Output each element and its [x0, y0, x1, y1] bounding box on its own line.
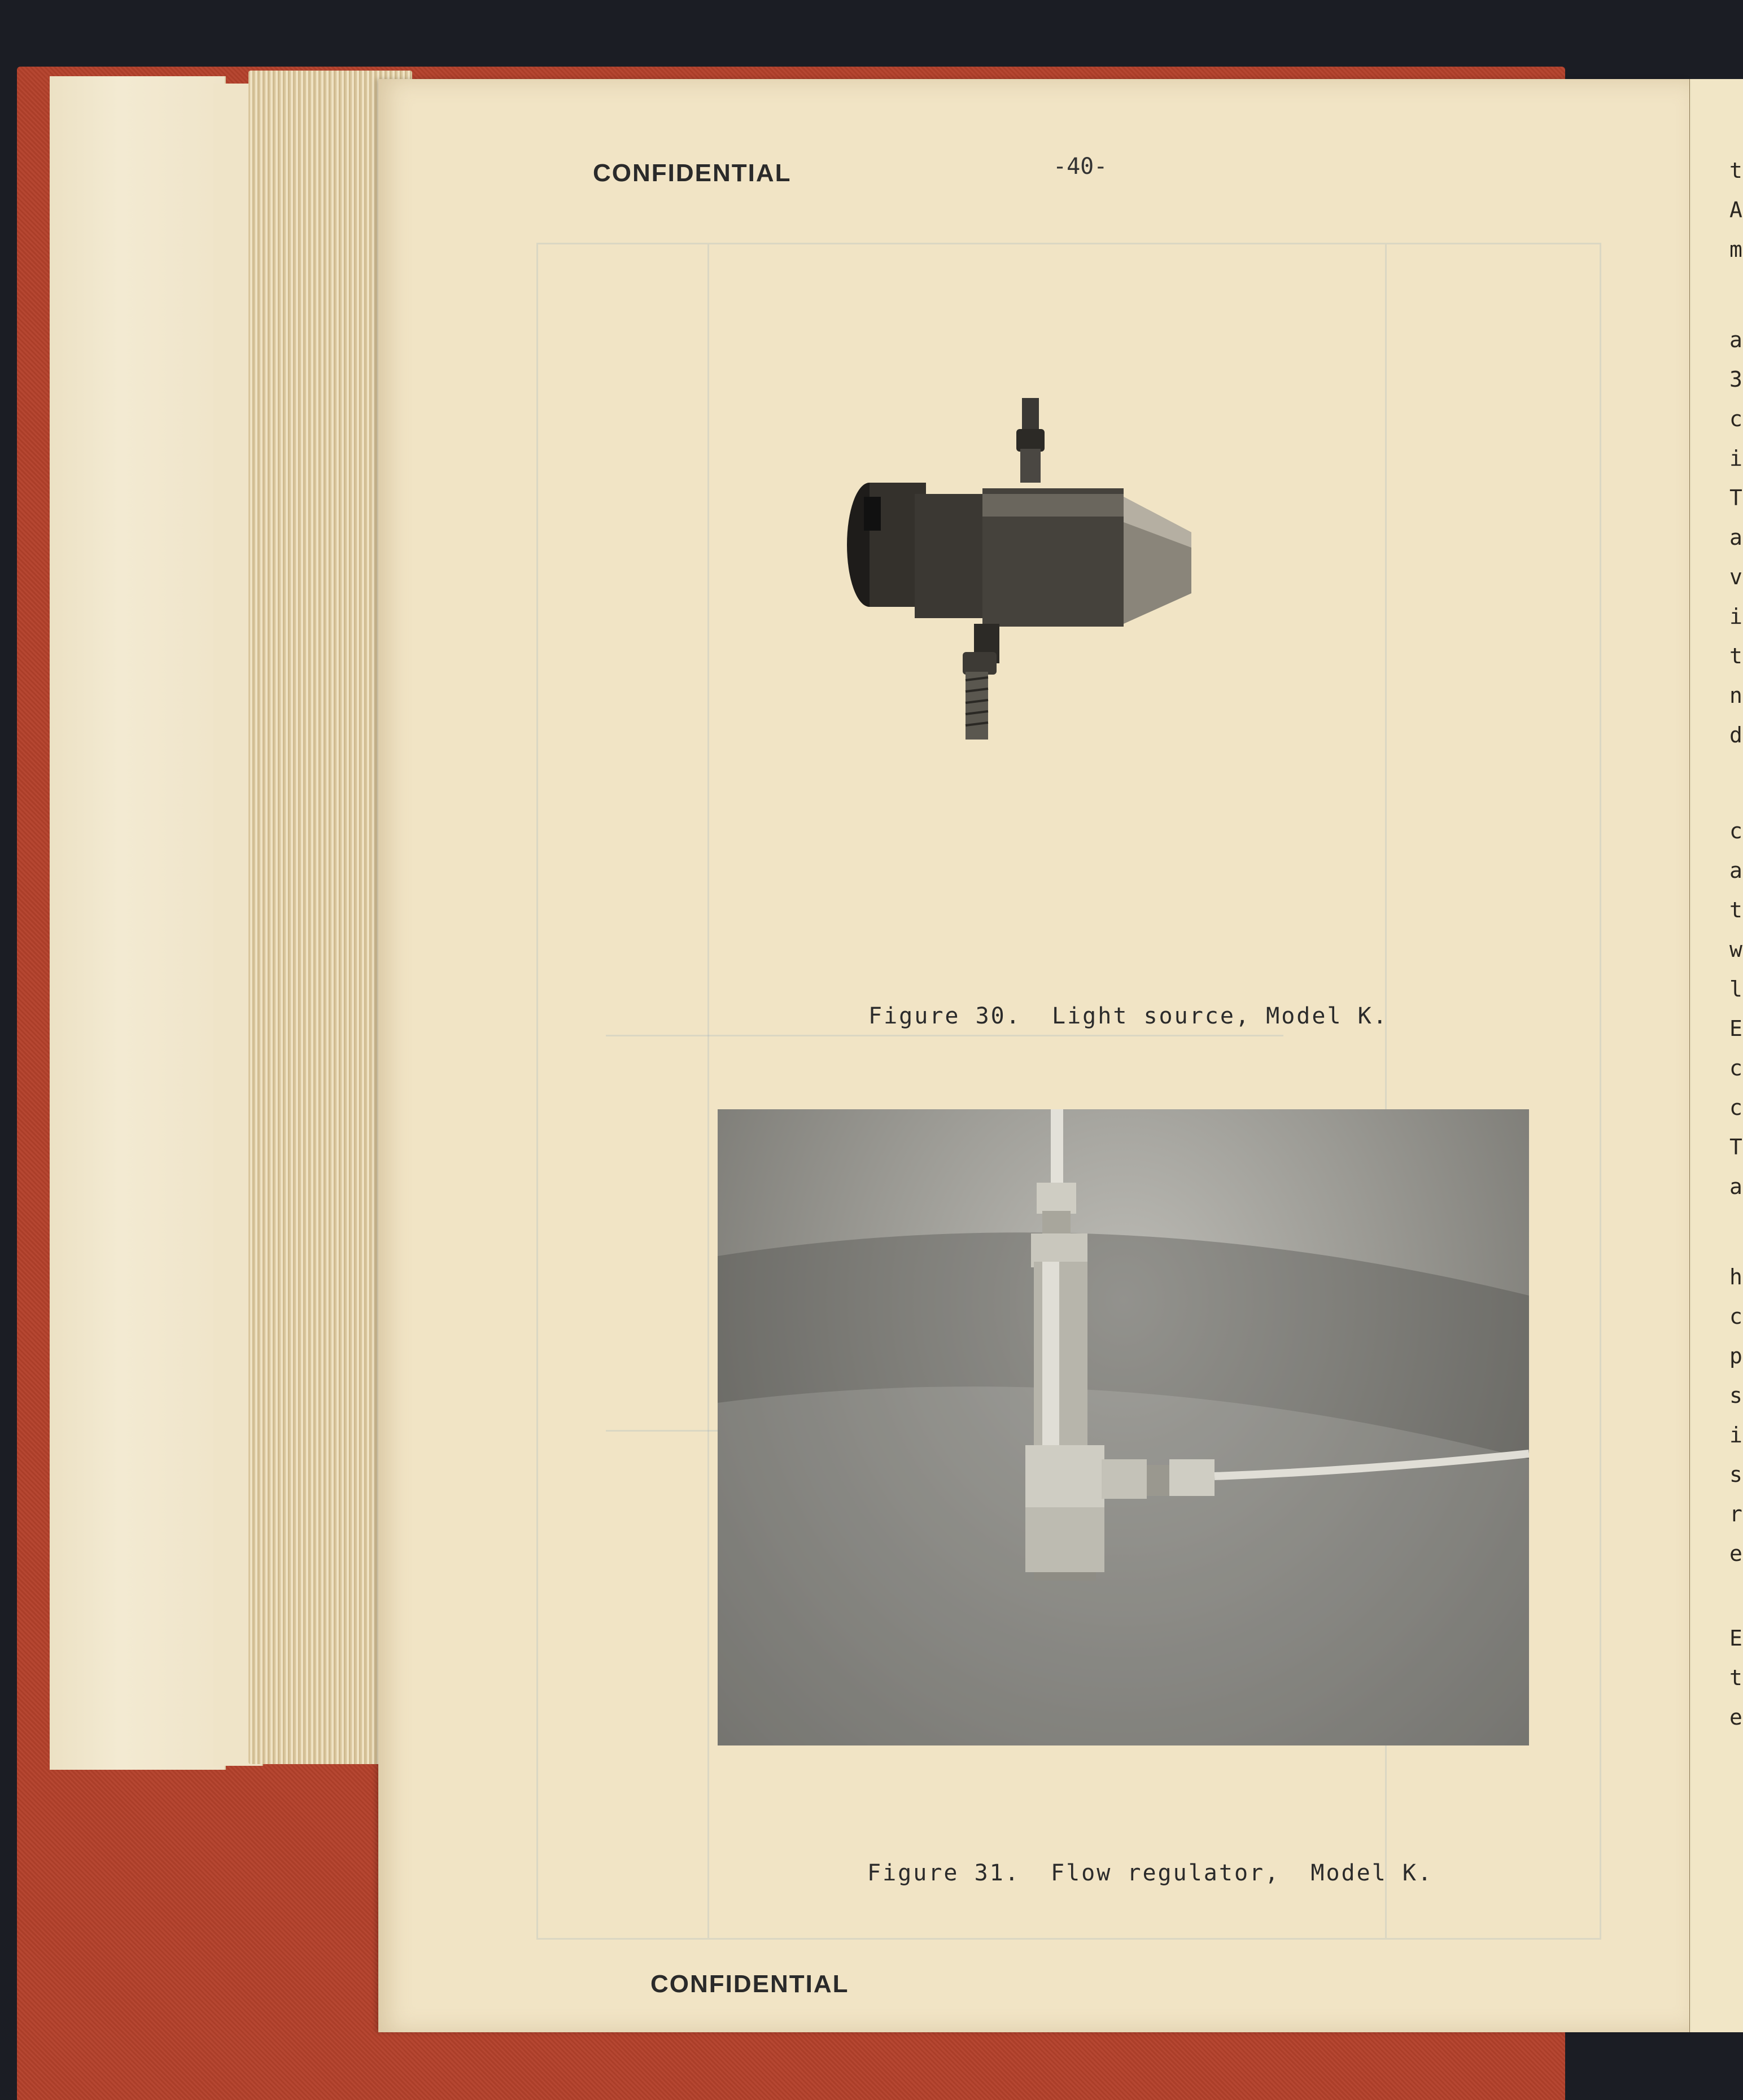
- facing-page-char: t: [1729, 644, 1742, 668]
- facing-page-char: e: [1729, 1541, 1742, 1566]
- facing-page-char: a: [1729, 327, 1742, 352]
- facing-page-char: d: [1729, 723, 1742, 747]
- footer-confidential: CONFIDENTIAL: [650, 1970, 849, 1998]
- facing-page-edge: [1688, 79, 1743, 2032]
- facing-page-char: t: [1729, 158, 1742, 183]
- facing-page-char: c: [1729, 1095, 1742, 1120]
- facing-page-char: 3: [1729, 367, 1742, 392]
- facing-page-char: T: [1729, 1135, 1742, 1160]
- facing-page-char: c: [1729, 819, 1742, 843]
- figure-30-caption: Figure 30. Light source, Model K.: [868, 1003, 1388, 1029]
- facing-page-char: t: [1729, 898, 1742, 922]
- figure-31-photo: [718, 1109, 1529, 1745]
- facing-page-char: a: [1729, 1174, 1742, 1199]
- facing-page-char: c: [1729, 406, 1742, 431]
- document-page: [378, 79, 1689, 2032]
- facing-page-char: s: [1729, 1383, 1742, 1408]
- facing-page-char: n: [1729, 683, 1742, 708]
- facing-page-char: m: [1729, 237, 1742, 262]
- header-confidential: CONFIDENTIAL: [593, 159, 792, 187]
- facing-page-char: c: [1729, 1056, 1742, 1080]
- facing-page-char: l: [1729, 977, 1742, 1001]
- endpaper: [50, 76, 226, 1770]
- figure-31-caption: Figure 31. Flow regulator, Model K.: [867, 1860, 1434, 1886]
- facing-page-char: T: [1729, 485, 1742, 510]
- facing-page-char: t: [1729, 1665, 1742, 1690]
- facing-page-char: v: [1729, 565, 1742, 589]
- facing-page-char: A: [1729, 198, 1742, 222]
- facing-page-char: E: [1729, 1626, 1742, 1651]
- facing-page-char: s: [1729, 1462, 1742, 1487]
- facing-page-char: a: [1729, 525, 1742, 550]
- facing-page-char: h: [1729, 1265, 1742, 1289]
- facing-page-char: p: [1729, 1344, 1742, 1368]
- facing-page-char: i: [1729, 446, 1742, 471]
- facing-page-char: i: [1729, 1423, 1742, 1447]
- facing-page-char: r: [1729, 1502, 1742, 1526]
- facing-page-char: c: [1729, 1304, 1742, 1329]
- facing-page-char: a: [1729, 858, 1742, 883]
- figure-30-photo: [830, 387, 1191, 782]
- facing-page-char: E: [1729, 1016, 1742, 1041]
- facing-page-char: i: [1729, 604, 1742, 629]
- page-number: -40-: [1053, 154, 1108, 180]
- facing-page-char: w: [1729, 937, 1742, 962]
- facing-page-char: e: [1729, 1705, 1742, 1730]
